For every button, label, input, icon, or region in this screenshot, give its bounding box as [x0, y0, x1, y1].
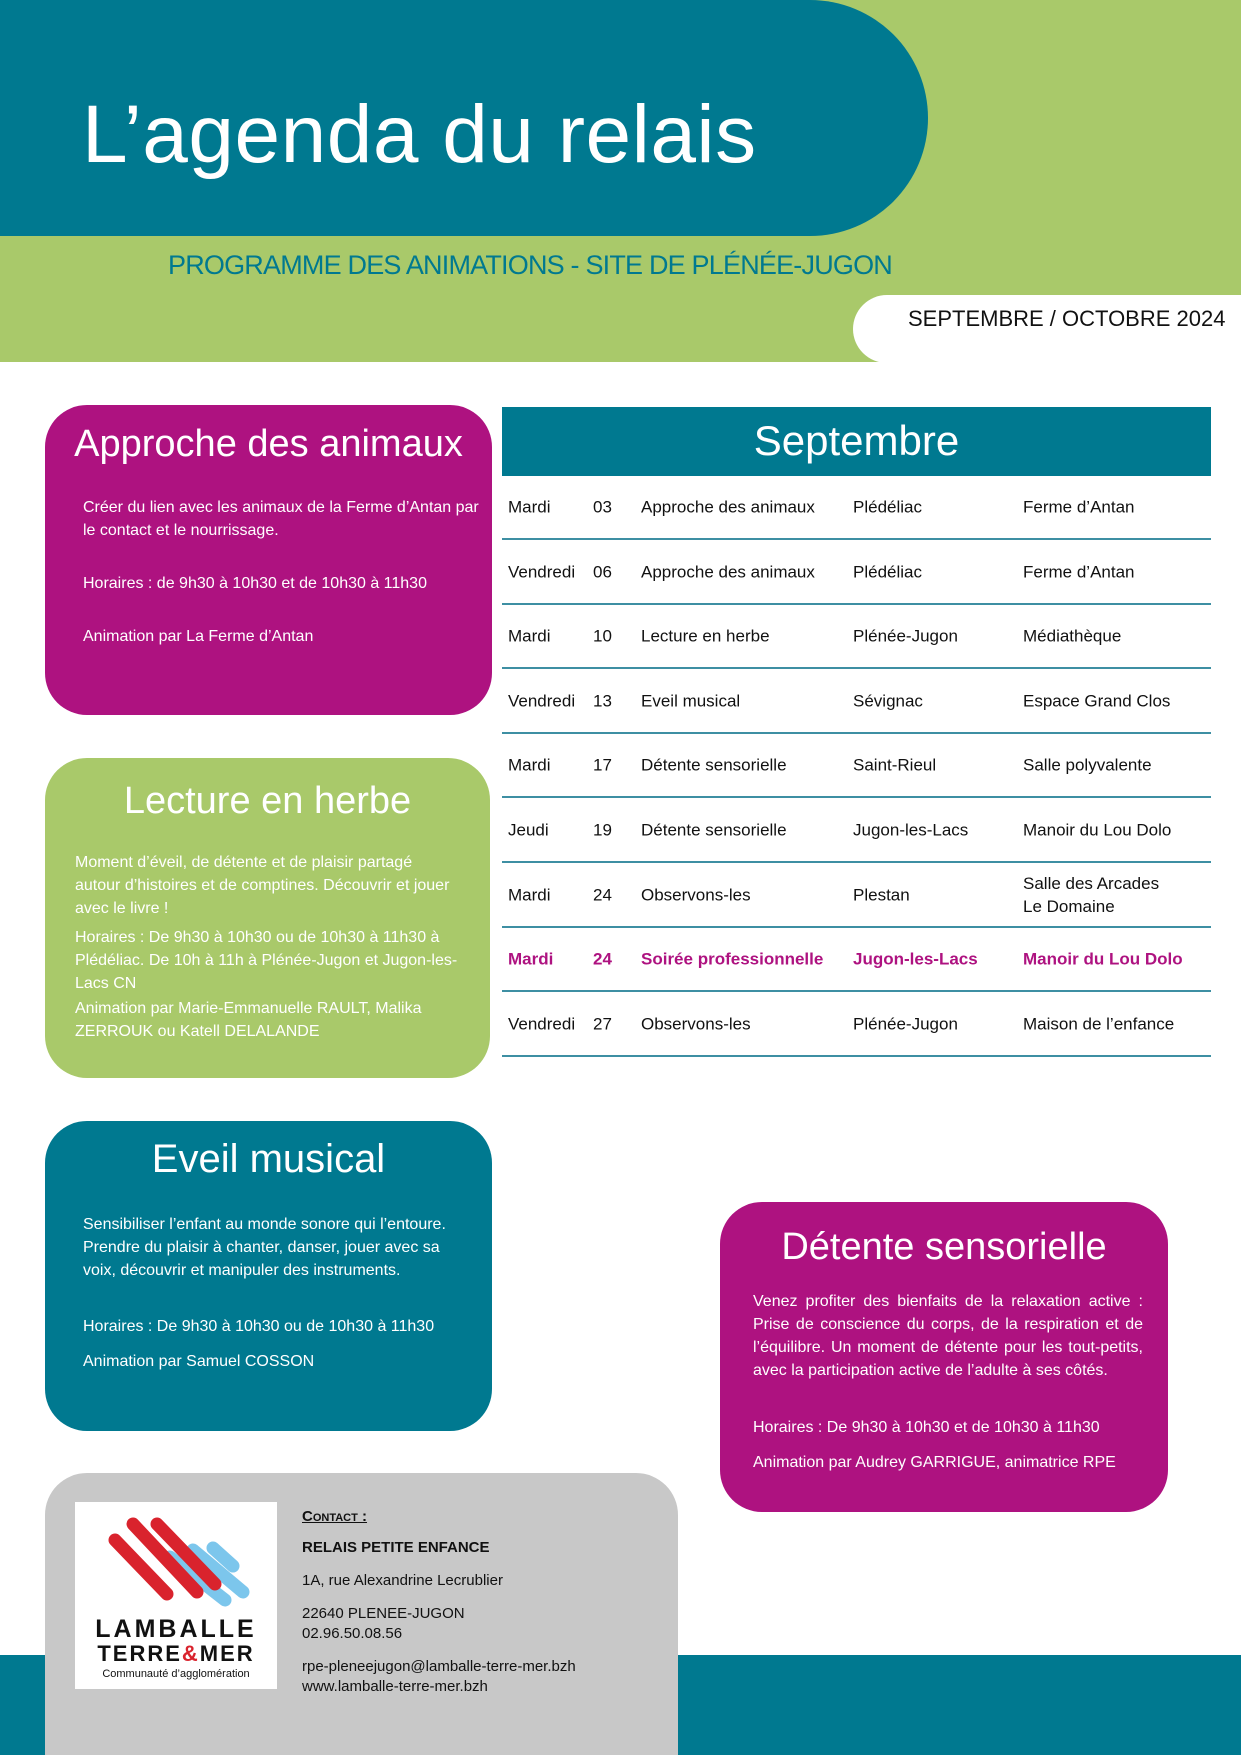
card-host: Animation par Marie-Emmanuelle RAULT, Malika ZERROUK ou Katell DELALANDE	[75, 1000, 422, 1040]
card-eveil-musical	[45, 1121, 492, 1431]
card-title: Lecture en herbe	[123, 780, 412, 822]
table-row	[502, 670, 1211, 734]
row-place	[1023, 872, 1159, 918]
row-activity: Observons-les	[641, 885, 751, 905]
row-activity: Eveil musical	[641, 691, 741, 711]
card-hours: Horaires : De 9h30 à 10h30 ou de 10h30 à 11h30	[83, 1318, 435, 1335]
row-town: Plestan	[853, 885, 910, 905]
contact-label: Contact :	[302, 1508, 368, 1525]
card-description: Créer du lien avec les animaux de la Ferme d’Antan par le contact et le nourrissage.	[83, 499, 479, 539]
row-day: Mardi	[508, 626, 551, 646]
row-place: Manoir du Lou Dolo	[1023, 949, 1183, 969]
contact-website[interactable]: www.lamballe-terre-mer.bzh	[302, 1678, 488, 1695]
card-description: Venez profiter des bienfaits de la relaxation active : Prise de conscience du corps, de la respiration et de l’équilibre. Un moment de détente pour les tout-petits, avec la participation active de l’adulte à ses côtés.	[753, 1293, 1143, 1379]
row-town: Saint-Rieul	[853, 755, 937, 775]
logo-text-terre: TERRE	[97, 1641, 182, 1666]
table-row	[502, 476, 1211, 540]
row-activity: Soirée professionnelle	[641, 949, 824, 969]
row-place: Salle polyvalente	[1023, 755, 1152, 775]
card-detente-sensorielle	[720, 1202, 1168, 1512]
row-date: 17	[593, 755, 612, 775]
row-day: Vendredi	[508, 562, 576, 582]
row-date: 27	[593, 1014, 612, 1034]
logo-ampersand: &	[181, 1641, 200, 1666]
table-row	[502, 605, 1211, 669]
logo-stripes-icon	[75, 1502, 277, 1612]
row-town: Plédéliac	[853, 497, 922, 517]
row-place: Espace Grand Clos	[1023, 691, 1171, 711]
table-row	[502, 734, 1211, 798]
row-date: 10	[593, 626, 612, 646]
table-row	[502, 541, 1211, 605]
logo-subtitle: Communauté d’agglomération	[102, 1668, 250, 1680]
logo-text-line1: LAMBALLE	[95, 1615, 257, 1643]
row-date: 19	[593, 820, 612, 840]
row-town: Sévignac	[853, 691, 923, 711]
row-place: Manoir du Lou Dolo	[1023, 820, 1172, 840]
card-title: Détente sensorielle	[781, 1226, 1107, 1268]
contact-org: RELAIS PETITE ENFANCE	[302, 1539, 490, 1556]
row-activity: Observons-les	[641, 1014, 751, 1034]
card-hours: Horaires : de 9h30 à 10h30 et de 10h30 à 11h30	[83, 575, 427, 592]
row-town: Jugon-les-Lacs	[853, 820, 969, 840]
logo-text-mer: MER	[199, 1641, 255, 1666]
card-host: Animation par Samuel COSSON	[83, 1353, 315, 1370]
row-day: Vendredi	[508, 1014, 576, 1034]
schedule-month: Septembre	[753, 417, 960, 464]
contact-email[interactable]: rpe-pleneejugon@lamballe-terre-mer.bzh	[302, 1658, 576, 1675]
row-day: Mardi	[508, 497, 551, 517]
row-day: Mardi	[508, 949, 554, 969]
table-row	[502, 799, 1211, 863]
card-hours: Horaires : De 9h30 à 10h30 et de 10h30 à 11h30	[753, 1419, 1100, 1436]
card-description: Sensibiliser l’enfant au monde sonore qui l’entoure. Prendre du plaisir à chanter, danser, jouer avec sa voix, découvrir et manipuler des instruments.	[83, 1216, 446, 1279]
row-town: Plénée-Jugon	[853, 626, 958, 646]
logo-text-line2	[75, 1641, 277, 1667]
period-label: SEPTEMBRE / OCTOBRE 2024	[908, 306, 1226, 331]
card-lecture-en-herbe	[45, 758, 490, 1078]
row-date: 24	[593, 885, 612, 905]
card-hours: Horaires : De 9h30 à 10h30 ou de 10h30 à 11h30 à Plédéliac. De 10h à 11h à Plénée-Jugon et Jugon-les-Lacs CN	[75, 929, 458, 992]
table-row-highlight	[502, 928, 1211, 992]
row-town: Plénée-Jugon	[853, 1014, 958, 1034]
row-place-line2: Le Domaine	[1023, 897, 1115, 916]
card-title: Approche des animaux	[74, 423, 463, 465]
card-description: Moment d’éveil, de détente et de plaisir partagé autour d’histoires et de comptines. Découvrir et jouer avec le livre !	[75, 854, 450, 917]
row-activity: Approche des animaux	[641, 562, 815, 582]
card-approche-animaux	[45, 405, 492, 715]
logo	[75, 1502, 277, 1689]
row-town: Jugon-les-Lacs	[853, 949, 978, 969]
contact-street: 1A, rue Alexandrine Lecrublier	[302, 1572, 503, 1589]
table-row	[502, 864, 1211, 928]
row-place-line1: Salle des Arcades	[1023, 874, 1160, 893]
contact-phone: 02.96.50.08.56	[302, 1625, 403, 1642]
row-date: 06	[593, 562, 612, 582]
card-title: Eveil musical	[151, 1137, 386, 1181]
row-day: Mardi	[508, 885, 551, 905]
row-date: 13	[593, 691, 612, 711]
card-host: Animation par Audrey GARRIGUE, animatrice RPE	[753, 1454, 1116, 1471]
row-place: Médiathèque	[1023, 626, 1122, 646]
row-town: Plédéliac	[853, 562, 922, 582]
card-host: Animation par La Ferme d’Antan	[83, 628, 314, 645]
row-date: 24	[593, 949, 612, 969]
contact-city: 22640 PLENEE-JUGON	[302, 1605, 465, 1622]
page-title: L’agenda du relais	[82, 89, 757, 180]
row-activity: Approche des animaux	[641, 497, 815, 517]
row-activity: Détente sensorielle	[641, 755, 787, 775]
table-row	[502, 993, 1211, 1057]
schedule-header	[502, 407, 1211, 476]
row-place: Ferme d’Antan	[1023, 497, 1135, 517]
row-day: Mardi	[508, 755, 551, 775]
row-activity: Lecture en herbe	[641, 626, 770, 646]
page-subtitle: PROGRAMME DES ANIMATIONS - SITE DE PLÉNÉE-JUGON	[168, 250, 893, 280]
row-place: Ferme d’Antan	[1023, 562, 1135, 582]
row-date: 03	[593, 497, 612, 517]
row-activity: Détente sensorielle	[641, 820, 787, 840]
row-day: Jeudi	[508, 820, 549, 840]
row-place: Maison de l’enfance	[1023, 1014, 1175, 1034]
row-day: Vendredi	[508, 691, 576, 711]
